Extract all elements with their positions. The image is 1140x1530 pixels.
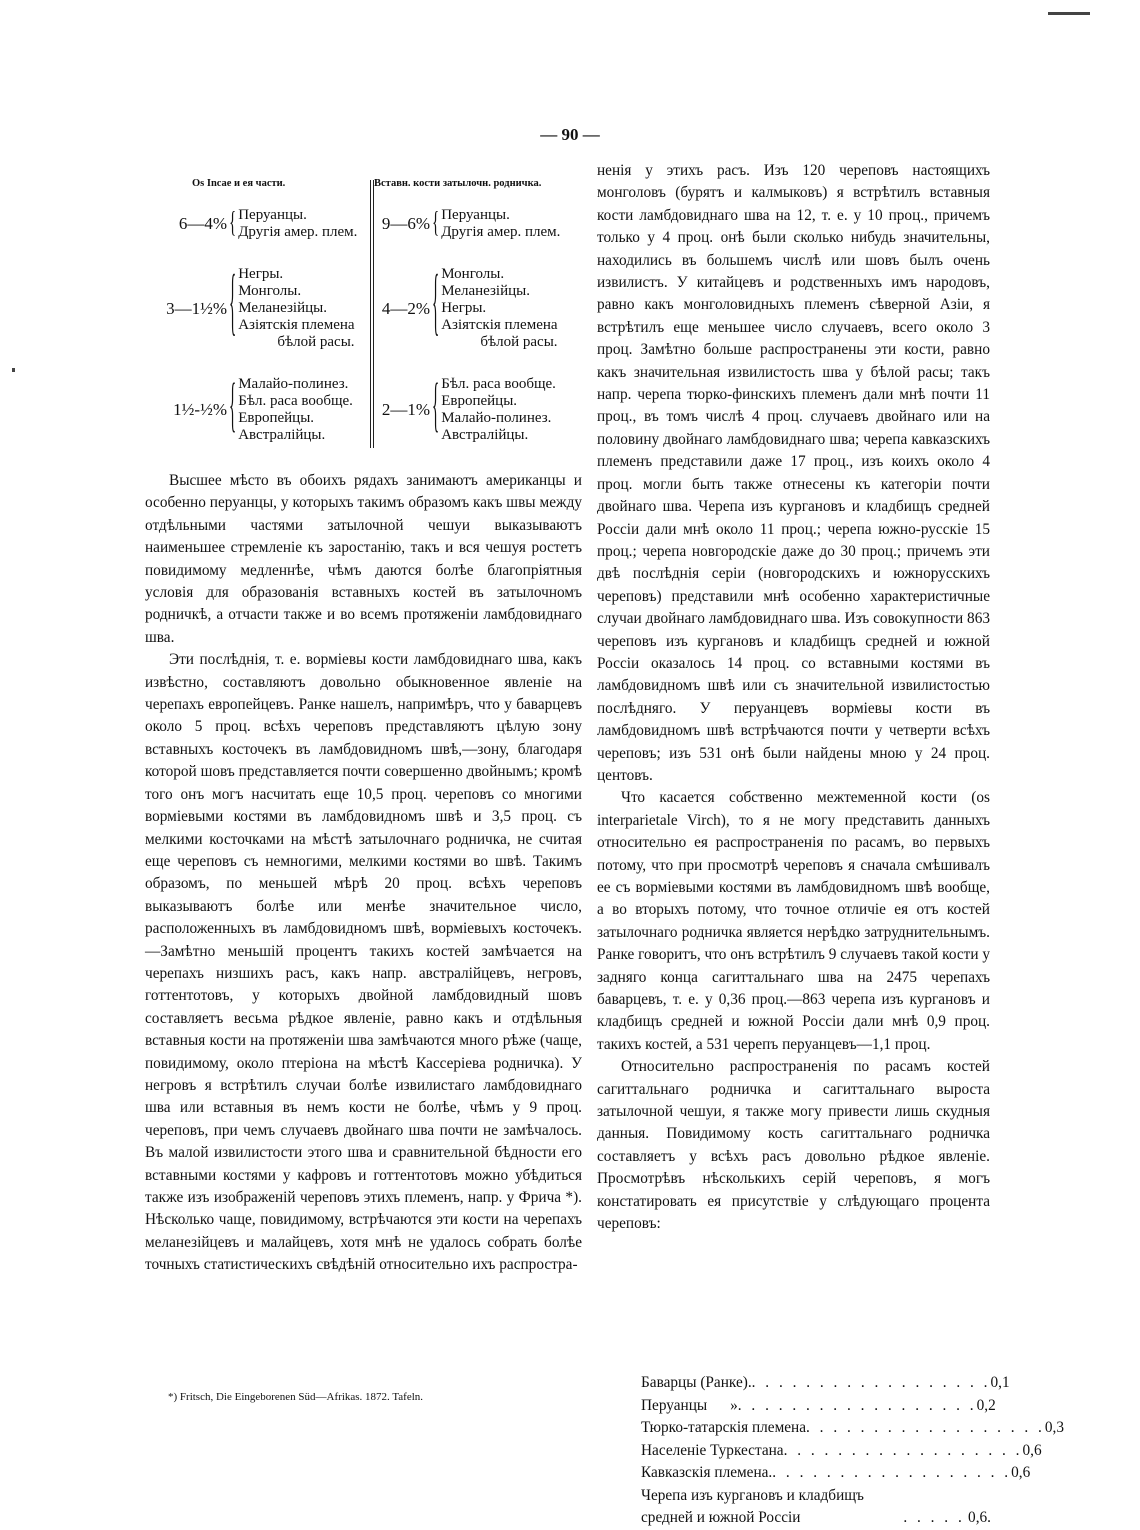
group-percentage: 4—2%: [381, 298, 430, 318]
group-name: Малайо-полинез.: [238, 376, 349, 392]
list-item-value: 0,6.: [968, 1509, 991, 1526]
group-name: Бѣл. раса вообще.: [441, 376, 556, 392]
brace-icon: {: [229, 266, 237, 346]
table-right-header: Вставн. кости затылочн. родничка.: [374, 178, 542, 189]
paragraph: ненія у этихъ расъ. Изъ 120 череповъ настоящихъ монголовъ (бурятъ и калмыковъ) я встрѣтилъ вставныя кости ламбдовиднаго шва на 12, т. е. у 10 проц., причемъ только у 4 проц. онѣ были сколько нибудь значительны, находились въ большемъ числѣ или шовъ былъ очень извилистъ. У китайцевъ и родственныхъ имъ народовъ, равно какъ монголовидныхъ племенъ сѣверной Азіи, я встрѣтилъ еще меньшее число случаевъ, всего около 3 проц. Замѣтно больше распространены эти кости, равно какъ значительная извилистость шва у бѣлой расы; такъ напр. черепа тюрко-финскихъ племенъ дали мнѣ почти 11 проц., въ томъ числѣ 4 проц. случаевъ двойнаго или на половину двойнаго ламбдовиднаго шва; черепа кавказскихъ племенъ представили даже 17 проц., изъ коихъ около 4 проц. могли быть также отнесены къ категоріи почти двойнаго шва. Черепа изъ кургановъ и кладбищъ средней Россіи дали мнѣ около 11 проц.; черепа южно-русскіе 15 проц.; черепа новгородскіе даже до 30 проц.; причемъ эти двѣ послѣднія серіи (новгородскихъ и южнорусскихъ череповъ) представили мнѣ особенно характеристичные случаи двойнаго ламбдовиднаго шва. Изъ совокупности 863 череповъ изъ кургановъ и кладбищъ средней и южной Россіи оказалось 14 проц. со вставными костями въ ламбдовидномъ швѣ или съ значительной извилистостью послѣдняго. У перуанцевъ ворміевы кости въ ламбдовидномъ швѣ встрѣчаются почти у четверти всѣхъ череповъ; изъ 531 онѣ были найдены мною у 24 проц. центовъ.: [597, 162, 990, 784]
paragraph: Высшее мѣсто въ обоихъ рядахъ занимаютъ американцы и особенно перуанцы, у которыхъ такимъ образомъ какъ швы между отдѣльными частями затылочной чешуи выказываютъ наименьшее стремленіе къ заростанію, такъ и вся чешуя ростетъ повидимому медленнѣе, чѣмъ даются болѣе благопріятныя условія для образованія вставныхъ костей въ затылочномъ родничкѣ, а отчасти также и во всемъ протяженіи ламбдовиднаго шва.: [145, 472, 582, 646]
group-name: Меланезійцы.: [238, 300, 327, 316]
right-text-column: [597, 160, 990, 1236]
brace-icon: {: [432, 266, 440, 346]
table-group: [145, 376, 353, 444]
list-item: Перуанцы » . . . . . . . . . . . . . . . . . . 0,2: [641, 1395, 991, 1418]
table-group: [370, 207, 560, 241]
group-percentage: 9—6%: [381, 214, 430, 233]
group-name: Негры.: [238, 266, 284, 282]
list-item: Населеніе Туркестана . . . . . . . . . . . . . . . . . . 0,6: [641, 1440, 991, 1463]
group-names: [441, 207, 560, 241]
list-item: Кавказскія племена. . . . . . . . . . . . . . . . . . . 0,6: [641, 1462, 991, 1485]
table-left-header: Os Incae и ея части.: [192, 178, 286, 189]
group-percentage: 3—1½%: [166, 298, 227, 318]
brace-icon: {: [432, 207, 440, 239]
group-names: [441, 376, 556, 444]
group-name: Меланезійцы.: [441, 283, 530, 299]
scan-mark: [1048, 12, 1090, 15]
group-name: Другія амер. плем.: [238, 224, 358, 240]
group-name: Европейцы.: [238, 410, 315, 426]
list-item: Черепа изъ кургановъ и кладбищъ средней и южной Россіи . . . . . 0,6.: [641, 1485, 991, 1530]
list-item-value: 0,6: [1011, 1464, 1031, 1481]
group-percentage: 6—4%: [178, 214, 227, 233]
group-name: Азіятскія племена: [441, 317, 558, 333]
group-name: Бѣл. раса вообще.: [238, 393, 353, 409]
left-text-column: [145, 470, 582, 1277]
list-item-name: Кавказскія племена.: [641, 1464, 773, 1481]
group-name: Монголы.: [441, 266, 505, 282]
list-item: Тюрко-татарскія племена . . . . . . . . . . . . . . . . . . 0,3: [641, 1417, 991, 1440]
group-name: Монголы.: [238, 283, 302, 299]
table-group: [145, 207, 357, 241]
list-item: Баварцы (Ранке). . . . . . . . . . . . . . . . . . . 0,1: [641, 1372, 991, 1395]
group-names: [238, 207, 357, 241]
group-percentage: 2—1%: [381, 400, 430, 419]
paragraph: Что касается собственно межтеменной кости (os interparietale Virch), то я не могу представить данныхъ относительно ея распространенія по расамъ, во первыхъ потому, что при просмотрѣ череповъ я сначала смѣшивалъ ее съ ворміевыми костями въ ламбдовидномъ швѣ вообще, а во вторыхъ потому, что точное отличіе ея отъ костей затылочнаго родничка является нерѣдко затруднительнымъ. Ранке говоритъ, что онъ встрѣтилъ 9 случаевъ такой кости у задняго конца сагиттальнаго шва на 2475 черепахъ баварцевъ, т. е. у 0,36 проц.—863 черепа изъ кургановъ и кладбищъ средней и южной Россіи дали мнѣ 0,9 проц. такихъ костей, а 531 черепъ перуанцевъ—1,1 проц.: [597, 789, 990, 1053]
list-item-name: Черепа изъ кургановъ и кладбищъ средней и южной Россіи: [641, 1486, 864, 1526]
paragraph: Эти послѣднія, т. е. ворміевы кости ламбдовиднаго шва, какъ извѣстно, составляютъ довольно обыкновенное явленіе на черепахъ европейцевъ. Ранке нашелъ, напримѣръ, что у баварцевъ около 5 проц. всѣхъ череповъ представляютъ цѣлую зону вставныхъ косточекъ въ ламбдовидномъ швѣ,—зону, благодаря которой шовъ представляется почти совершенно двойнымъ; кромѣ того онъ могъ насчитать еще 10,5 проц. череповъ со многими ворміевыми костями въ ламбдовидномъ швѣ и 3,5 проц. съ мелкими косточками на мѣстѣ затылочнаго родничка, не считая еще череповъ съ немногими, мелкими костями во швѣ. Такимъ образомъ, по меньшей мѣрѣ 20 проц. всѣхъ череповъ выказываютъ болѣе или менѣе значительное число, расположенныхъ въ ламбдовидномъ швѣ, ворміевыхъ косточекъ.—Замѣтно меньшій процентъ такихъ костей замѣчается на черепахъ низшихъ расъ, какъ напр. австралійцевъ, негровъ, готтентотовъ, у которыхъ двойной ламбдовидный шовъ составляетъ весьма рѣдкое явленіе, равно какъ и отдѣльныя вставныя кости на протяженіи шва замѣчаются много рѣже (чаще, повидимому, около птеріона на мѣстѣ Кассеріева родничка). У негровъ я встрѣтилъ случаи болѣе извилистаго ламбдовиднаго шва или вставныя въ немъ кости не болѣе, чѣмъ у 9 проц. череповъ, при чемъ случаевъ двойнаго шва почти не замѣчалось. Въ малой извилистости этого шва и сравнительной бѣдности его вставными костями у кафровъ и готтентотовъ можно убѣдиться также изъ изображеній череповъ этихъ племенъ, напр. у Фрича *). Нѣсколько чаще, повидимому, встрѣчаются эти кости на черепахъ меланезійцевъ и малайцевъ, хотя мнѣ не удалось собрать болѣе точныхъ статистическихъ свѣдѣній относительно ихъ распростра-: [145, 651, 582, 1274]
list-item-value: 0,6: [1022, 1441, 1042, 1459]
brace-icon: {: [229, 376, 237, 440]
group-name: Азіятскія племена: [238, 317, 355, 333]
paragraph: Относительно распространенія по расамъ костей сагиттальнаго родничка и сагиттальнаго выроста затылочной чешуи, я также могу привести лишь скудныя данныя. Повидимому кость сагиттальнаго родничка составляетъ у всѣхъ расъ довольно рѣдкое явленіе. Просмотрѣвъ нѣсколькихъ серій череповъ, я могъ констатировать ея присутствіе у слѣдующаго процента череповъ:: [597, 1058, 990, 1233]
list-item-name: Тюрко-татарскія племена: [641, 1419, 807, 1436]
group-name: Малайо-полинез.: [441, 410, 552, 426]
list-item-name: Баварцы (Ранке).: [641, 1374, 752, 1391]
group-name: Перуанцы.: [238, 207, 307, 223]
list-item-name: Перуанцы »: [641, 1396, 738, 1414]
list-item-value: 0,3: [1044, 1419, 1065, 1436]
footnote: *) Fritsch, Die Eingeborenen Süd—Afrikas. 1872. Tafeln.: [168, 1391, 424, 1403]
list-item-value: 0,2: [976, 1396, 996, 1414]
table-group: [370, 376, 556, 444]
group-name: Австралійцы.: [238, 427, 326, 443]
scan-mark: [12, 368, 15, 372]
group-names: [238, 376, 353, 444]
group-name: Другія амер. плем.: [441, 224, 561, 240]
list-item-value: 0,1: [990, 1374, 1010, 1391]
group-name: Перуанцы.: [441, 207, 510, 223]
brace-icon: {: [229, 207, 237, 239]
group-name: Австралійцы.: [441, 427, 529, 443]
brace-icon: {: [432, 376, 440, 440]
table-group: [370, 266, 558, 351]
group-name: Европейцы.: [441, 393, 518, 409]
table-group: [145, 266, 355, 351]
list-item-name: Населеніе Туркестана: [641, 1441, 784, 1459]
page-number: — 90 —: [540, 125, 600, 144]
percentage-list: [641, 1372, 1065, 1530]
group-names: [441, 266, 557, 351]
group-names: [238, 266, 354, 351]
group-name: Негры.: [441, 300, 487, 316]
group-percentage: 1½-½%: [173, 400, 227, 419]
group-name: бѣлой расы.: [480, 334, 558, 350]
group-name: бѣлой расы.: [277, 334, 355, 350]
